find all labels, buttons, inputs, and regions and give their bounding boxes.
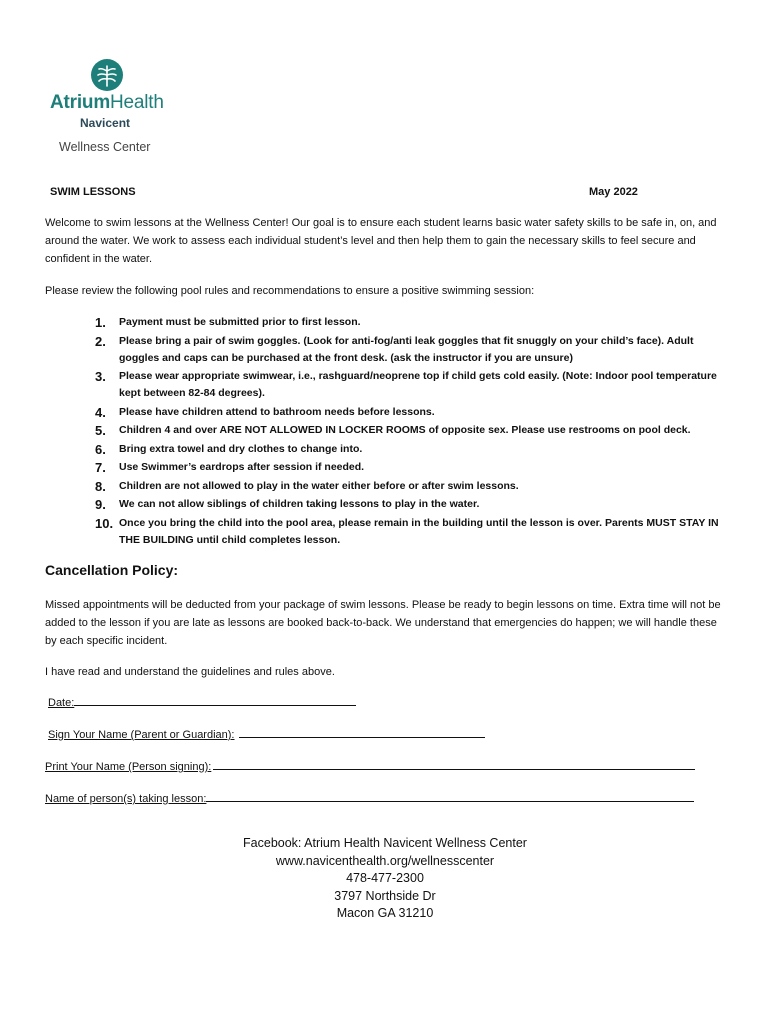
list-item <box>95 333 720 367</box>
rule-text: Children are not allowed to play in the water either before or after swim lessons. <box>119 479 519 492</box>
list-item <box>95 441 720 458</box>
rule-text: Children 4 and over ARE NOT ALLOWED IN LOCKER ROOMS of opposite sex. Please use restrooms on pool deck. <box>119 424 691 436</box>
lesson-name-label: Name of person(s) taking lesson: <box>45 793 207 805</box>
logo-subtitle: Navicent <box>80 116 131 130</box>
sign-name-field[interactable] <box>48 727 485 741</box>
date-field[interactable] <box>48 695 356 709</box>
date-line[interactable] <box>74 695 356 706</box>
rule-text: Please have children attend to bathroom needs before lessons. <box>119 405 435 418</box>
list-item <box>95 459 720 476</box>
logo-brand-name: AtriumHealth <box>50 92 164 113</box>
tree-logo-icon <box>90 58 124 92</box>
lesson-name-line[interactable] <box>206 791 694 802</box>
rule-text: Please bring a pair of swim goggles. (Look for anti-fog/anti leak goggles that fit snuggly on your child’s face). Adult goggles and caps can be purchased at the front desk. (ask the instructor if you are unsure) <box>119 334 694 364</box>
acknowledgement-text: I have read and understand the guidelines and rules above. <box>45 666 335 678</box>
rule-number: 8. <box>95 478 106 494</box>
contact-footer <box>0 835 770 923</box>
facebook-text: Facebook: Atrium Health Navicent Wellness Center <box>243 836 527 850</box>
rule-number: 10. <box>95 515 114 531</box>
rule-number: 5. <box>95 423 106 438</box>
rule-number: 2. <box>95 333 106 349</box>
rule-number: 6. <box>95 441 106 457</box>
rule-number: 4. <box>95 404 106 420</box>
sign-name-label: Sign Your Name (Parent or Guardian): <box>48 729 235 741</box>
cancellation-heading: Cancellation Policy: <box>45 562 179 578</box>
list-item <box>95 496 720 513</box>
sign-name-line[interactable] <box>239 727 485 738</box>
phone-text: 478-477-2300 <box>346 871 424 885</box>
rule-text: Use Swimmer’s eardrops after session if needed. <box>119 461 365 473</box>
rule-text: Please wear appropriate swimwear, i.e., rashguard/neoprene top if child gets cold easily. (Note: Indoor pool temperature kept between 82-84 degrees). <box>119 370 717 399</box>
cancellation-paragraph: Missed appointments will be deducted from your package of swim lessons. Please be ready to begin lessons on time. Extra time will not be added to the lesson if you are late as lessons are booked back-to-back. We understand that emergencies do happen; we will handle these by each specific incident. <box>45 599 721 647</box>
print-name-line[interactable] <box>213 759 695 770</box>
intro-paragraph: Welcome to swim lessons at the Wellness Center! Our goal is to ensure each student learns basic water safety skills to be safe in, on, and around the water. We work to assess each individual student’s level and then help them to gain the necessary skills to feel secure and confident in the water. <box>45 217 717 265</box>
date-label: Date: <box>48 697 75 709</box>
rule-number: 3. <box>95 369 106 384</box>
review-paragraph: Please review the following pool rules and recommendations to ensure a positive swimming session: <box>45 285 535 297</box>
rule-text: We can not allow siblings of children taking lessons to play in the water. <box>119 498 480 510</box>
rule-text: Bring extra towel and dry clothes to change into. <box>119 442 363 455</box>
document-date: May 2022 <box>589 186 638 198</box>
list-item <box>95 422 720 439</box>
list-item <box>95 515 720 549</box>
rule-number: 9. <box>95 497 106 512</box>
print-name-field[interactable] <box>45 759 695 773</box>
street-address: 3797 Northside Dr <box>334 888 436 903</box>
rule-text: Once you bring the child into the pool area, please remain in the building until the lesson is over. Parents MUST STAY IN THE BUILDING until child completes lesson. <box>119 516 719 546</box>
document-title: SWIM LESSONS <box>50 186 136 198</box>
website-text: www.navicenthealth.org/wellnesscenter <box>275 853 495 868</box>
rule-number: 7. <box>95 460 106 475</box>
pool-rules-list <box>95 314 720 550</box>
list-item <box>95 478 720 495</box>
logo-center-name: Wellness Center <box>59 140 151 154</box>
rule-text: Payment must be submitted prior to first lesson. <box>119 316 361 328</box>
atrium-health-logo <box>50 56 180 156</box>
print-name-label: Print Your Name (Person signing): <box>45 761 212 773</box>
rule-number: 1. <box>95 315 106 330</box>
city-address: Macon GA 31210 <box>336 906 434 920</box>
list-item <box>95 368 720 402</box>
list-item <box>95 404 720 421</box>
lesson-name-field[interactable] <box>45 791 694 805</box>
list-item <box>95 314 720 331</box>
